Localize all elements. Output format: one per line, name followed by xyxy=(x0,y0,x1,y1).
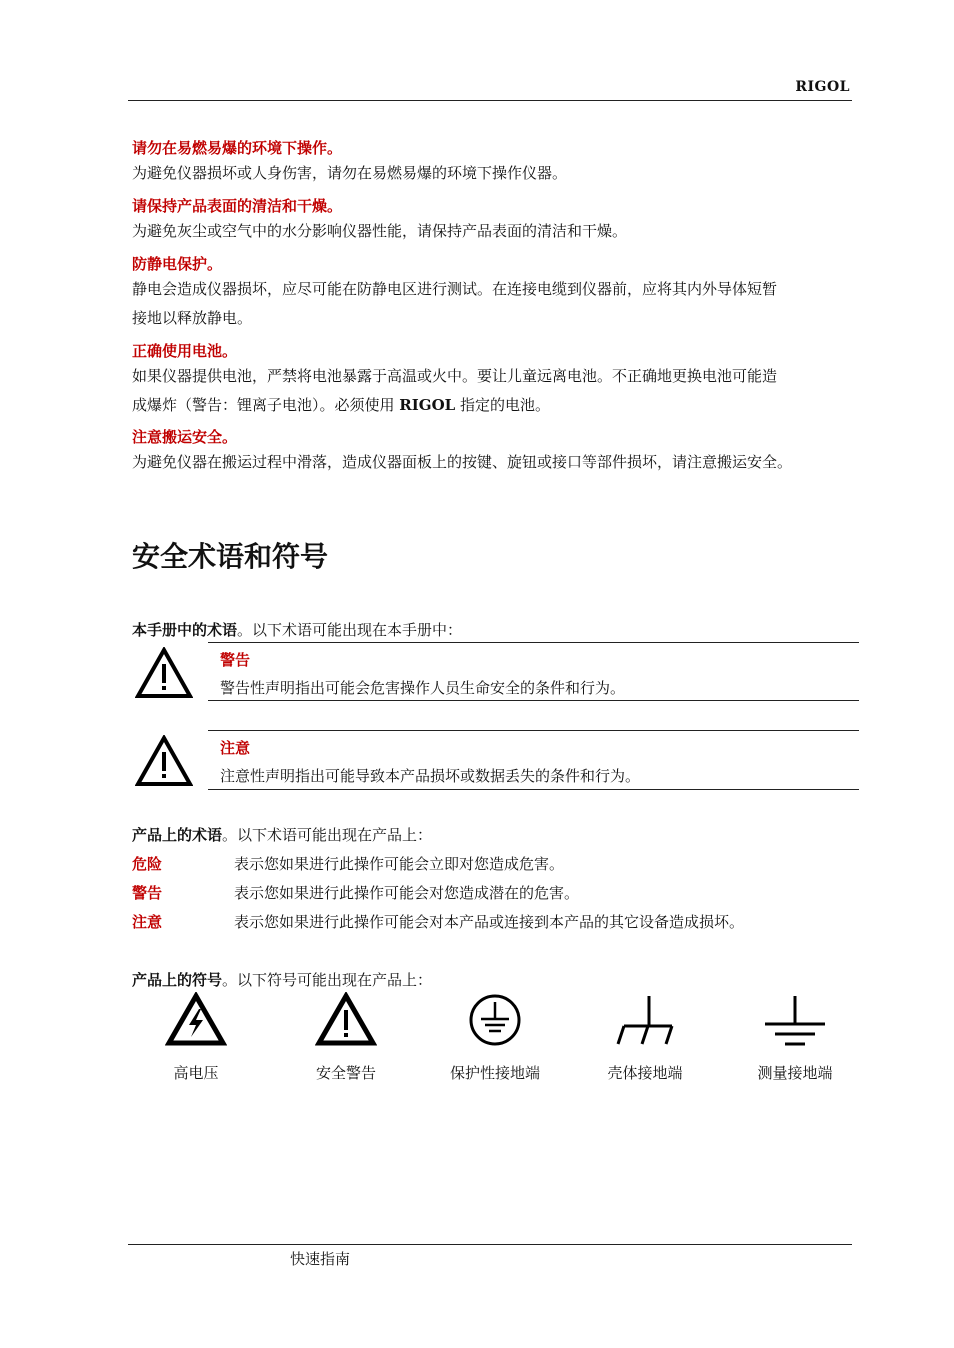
symbol-label-safety-warning: 安全警告 xyxy=(315,1064,376,1082)
product-symbols-lead-rest: 。以下符号可能出现在产品上： xyxy=(222,971,433,989)
caution-title: 注意 xyxy=(220,739,251,757)
symbol-label-measurement-ground: 测量接地端 xyxy=(757,1064,833,1082)
manual-terms-lead-bold: 本手册中的术语 xyxy=(132,621,238,639)
caution-box-top-rule xyxy=(208,730,859,731)
symbol-label-chassis-ground: 壳体接地端 xyxy=(607,1064,683,1082)
term-desc-danger: 表示您如果进行此操作可能会立即对您造成危害。 xyxy=(234,855,565,873)
header-rule xyxy=(128,100,852,101)
high-voltage-icon xyxy=(165,992,227,1048)
precaution-text-esd-1: 静电会造成仪器损坏，应尽可能在防静电区进行测试。在连接电缆到仪器前，应将其内外导体短暂 xyxy=(132,280,778,298)
symbol-protective-earth xyxy=(430,992,560,1083)
precaution-text-battery-1: 如果仪器提供电池，严禁将电池暴露于高温或火中。要让儿童远离电池。不正确地更换电池可能造 xyxy=(132,367,778,385)
safety-warning-icon xyxy=(315,992,377,1048)
product-symbols-lead xyxy=(132,969,432,990)
precaution-title-esd: 防静电保护。 xyxy=(132,255,223,273)
warning-triangle-icon xyxy=(135,647,193,699)
symbol-measurement-ground xyxy=(730,992,860,1083)
warning-box-top-rule xyxy=(208,642,859,643)
term-desc-warning: 表示您如果进行此操作可能会对您造成潜在的危害。 xyxy=(234,884,580,902)
battery-text-part1: 成爆炸（警告：锂离子电池）。必须使用 xyxy=(132,396,395,414)
protective-earth-icon xyxy=(464,992,526,1048)
precaution-title-flammable: 请勿在易燃易爆的环境下操作。 xyxy=(132,139,343,157)
term-name-caution: 注意 xyxy=(132,913,163,931)
warning-title: 警告 xyxy=(220,651,251,669)
precaution-text-clean: 为避免灰尘或空气中的水分影响仪器性能，请保持产品表面的清洁和干燥。 xyxy=(132,222,628,240)
term-name-danger: 危险 xyxy=(132,855,163,873)
caution-box-bottom-rule xyxy=(208,789,859,790)
chassis-ground-icon xyxy=(614,992,676,1048)
caution-triangle-icon xyxy=(135,735,193,787)
caution-text: 注意性声明指出可能导致本产品损坏或数据丢失的条件和行为。 xyxy=(220,767,641,785)
header-brand: RIGOL xyxy=(795,79,850,95)
symbol-chassis-ground xyxy=(580,992,710,1083)
section-title: 安全术语和符号 xyxy=(132,540,329,573)
footer-text: 快速指南 xyxy=(290,1250,351,1268)
precaution-text-flammable: 为避免仪器损坏或人身伤害，请勿在易燃易爆的环境下操作仪器。 xyxy=(132,164,568,182)
precaution-title-clean: 请保持产品表面的清洁和干燥。 xyxy=(132,197,343,215)
precaution-text-battery-2 xyxy=(132,391,550,420)
measurement-ground-icon xyxy=(761,992,829,1048)
precaution-title-handling: 注意搬运安全。 xyxy=(132,428,238,446)
warning-text: 警告性声明指出可能会危害操作人员生命安全的条件和行为。 xyxy=(220,679,626,697)
symbol-safety-warning xyxy=(281,992,411,1083)
precaution-text-handling: 为避免仪器在搬运过程中滑落，造成仪器面板上的按键、旋钮或接口等部件损坏，请注意搬运安全。 xyxy=(132,453,793,471)
footer-rule xyxy=(128,1244,852,1245)
product-symbols-lead-bold: 产品上的符号 xyxy=(132,971,223,989)
product-terms-lead-rest: 。以下术语可能出现在产品上： xyxy=(222,826,433,844)
symbol-label-high-voltage: 高电压 xyxy=(173,1064,219,1082)
precaution-title-battery: 正确使用电池。 xyxy=(132,342,238,360)
product-terms-lead-bold: 产品上的术语 xyxy=(132,826,223,844)
manual-terms-lead-rest: 。以下术语可能出现在本手册中： xyxy=(237,621,463,639)
battery-text-part2: 指定的电池。 xyxy=(459,396,550,414)
warning-box-bottom-rule xyxy=(208,700,859,701)
precaution-text-esd-2: 接地以释放静电。 xyxy=(132,309,253,327)
battery-brand: RIGOL xyxy=(399,396,456,414)
term-name-warning: 警告 xyxy=(132,884,163,902)
product-terms-lead xyxy=(132,824,432,845)
manual-terms-lead xyxy=(132,619,462,640)
symbol-label-protective-earth: 保护性接地端 xyxy=(449,1064,540,1082)
term-desc-caution: 表示您如果进行此操作可能会对本产品或连接到本产品的其它设备造成损坏。 xyxy=(234,913,745,931)
symbol-high-voltage xyxy=(131,992,261,1083)
